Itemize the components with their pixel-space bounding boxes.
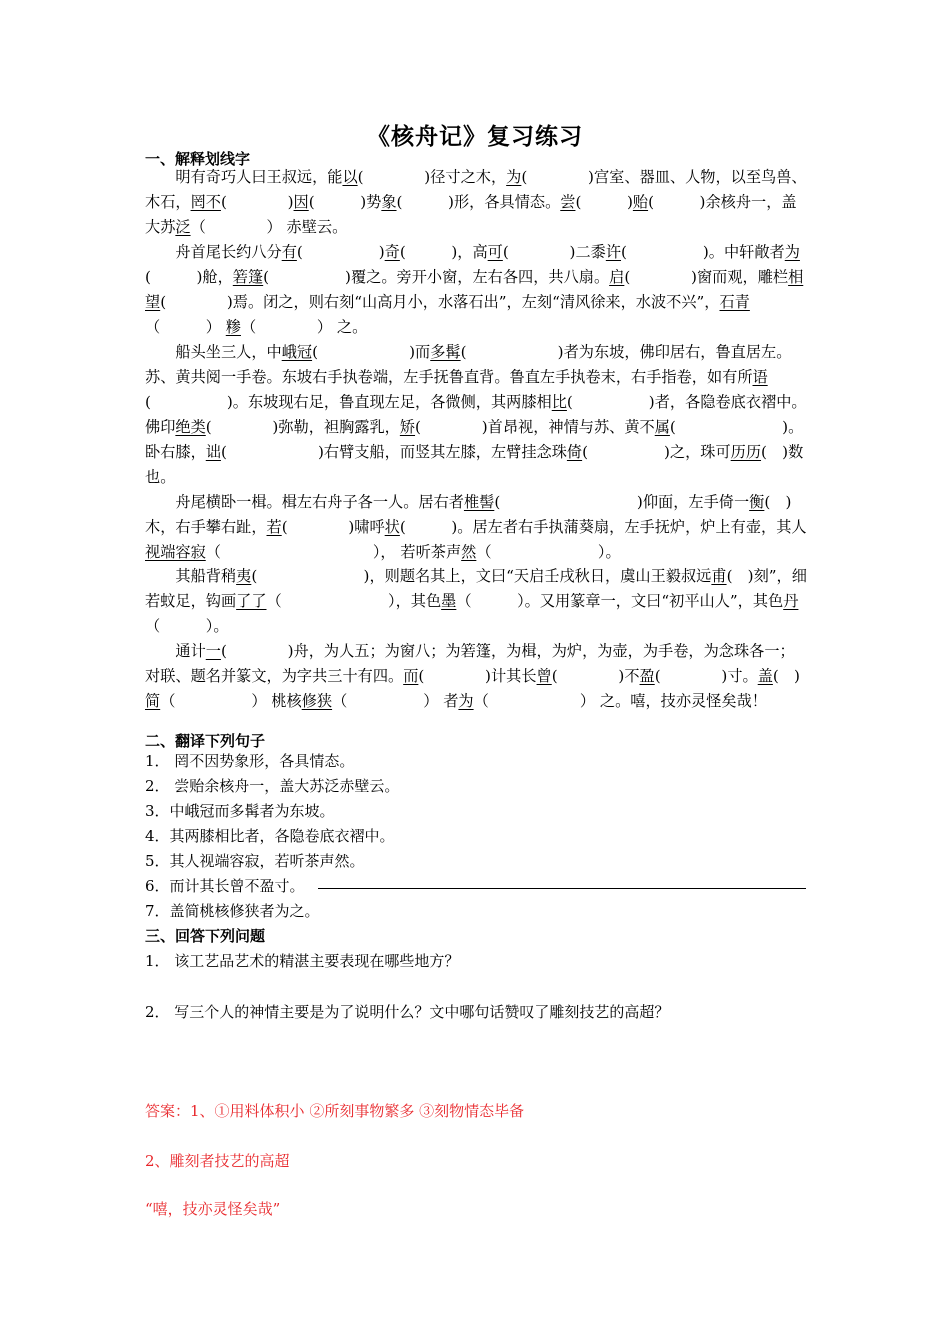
passage-text: ( )二黍 — [502, 243, 606, 261]
underlined-word: 衡 — [749, 493, 765, 511]
underlined-word: 丹 — [783, 592, 799, 610]
passage-paragraph-6 — [145, 639, 807, 714]
underlined-word: 矫 — [399, 418, 416, 436]
underlined-word: 了了 — [236, 592, 267, 610]
passage-text: ( ) — [772, 667, 800, 685]
passage-text: ( ) — [296, 243, 385, 261]
underlined-word: 奇 — [384, 243, 400, 261]
translation-item: 5．其人视端容寂，若听茶声然。 — [145, 852, 365, 870]
passage-text: ( )势 — [308, 193, 382, 211]
underlined-word: 为 — [458, 692, 474, 710]
passage-text: ( )者，各隐卷底衣褶中。佛印 — [145, 393, 807, 436]
passage-text: ( )木，右手攀右趾， — [145, 493, 792, 536]
underlined-word: 属 — [654, 418, 670, 436]
underlined-word: 为 — [784, 243, 800, 261]
underlined-word: 而 — [403, 667, 419, 685]
underlined-word: 若 — [266, 518, 282, 536]
passage-text: ( ) — [575, 193, 633, 211]
passage-text: （ ） — [145, 318, 226, 336]
passage-text: ( )。中轩敞者 — [621, 243, 785, 261]
passage-text: ( )覆之。旁开小窗，左右各四，共八扇。 — [263, 268, 610, 286]
question-item: 1． 该工艺品艺术的精湛主要表现在哪些地方？ — [145, 952, 460, 970]
translation-item: 3．中峨冠而多髯者为东坡。 — [145, 802, 335, 820]
underlined-word: 可 — [487, 243, 503, 261]
underlined-word: 有 — [281, 243, 297, 261]
translation-item: 2． 尝贻余核舟一，盖大苏泛赤壁云。 — [145, 777, 400, 795]
underlined-word: 历历 — [730, 443, 762, 461]
passage-text: ( )窗而观，雕栏 — [624, 268, 789, 286]
underlined-word: 因 — [293, 193, 309, 211]
translation-item: 4．其两膝相比者，各隐卷底衣褶中。 — [145, 827, 395, 845]
underlined-word: 盖 — [757, 667, 773, 685]
passage-text: ( )宫室、器皿、人物，以至鸟兽、木石， — [145, 168, 807, 211]
underlined-word: 峨冠 — [281, 343, 313, 361]
passage-text: ( )首昂视，神情与苏、黄不 — [415, 418, 655, 436]
section3-heading: 三、回答下列问题 — [145, 927, 266, 945]
underlined-word: 糁 — [225, 318, 241, 336]
underlined-word: 象 — [381, 193, 397, 211]
underlined-word: 贻 — [632, 193, 649, 211]
underlined-word: 绝类 — [175, 418, 206, 436]
underlined-word: 石青 — [719, 293, 750, 311]
passage-text: ( )余核舟一，盖大苏 — [145, 193, 797, 236]
passage-text: （ ）， 若听茶声 — [205, 543, 462, 561]
passage-text: ( )舱， — [145, 268, 233, 286]
answer-line: 2、雕刻者技艺的高超 — [145, 1152, 290, 1170]
translation-item: 1． 罔不因势象形，各具情态。 — [145, 752, 355, 770]
passage-text: ( )。居左者右手执蒲葵扇，左手抚炉，炉上有壶，其人 — [399, 518, 807, 536]
passage-text: ( )右臂支船，而竖其左膝，左臂挂念珠 — [220, 443, 567, 461]
passage-text: ( )径寸之木， — [357, 168, 507, 186]
passage-text: ( )，则题名其上，文曰“天启壬戌秋日，虞山王毅叔远 — [251, 567, 712, 585]
passage-text: 通计 — [145, 642, 206, 660]
underlined-word: 状 — [384, 518, 400, 536]
passage-text: （ ）。 — [145, 617, 229, 635]
underlined-word: 相望 — [145, 268, 804, 311]
underlined-word: 倚 — [566, 443, 583, 461]
passage-text: ( )寸。 — [654, 667, 758, 685]
underlined-word: 泛 — [175, 218, 191, 236]
underlined-word: 为 — [506, 168, 522, 186]
passage-text: ( )刻”，细若蚊足，钩画 — [145, 567, 807, 610]
underlined-word: 修狭 — [301, 692, 333, 710]
passage-text: ( )，高 — [399, 243, 488, 261]
underlined-word: 然 — [461, 543, 477, 561]
passage-paragraph-2 — [145, 240, 807, 340]
passage-paragraph-1 — [145, 165, 807, 240]
underlined-word: 椎髻 — [463, 493, 495, 511]
answer-line: “嘻，技亦灵怪矣哉” — [145, 1200, 281, 1218]
page-title: 《核舟记》复习练习 — [367, 123, 583, 150]
passage-text: ( )计其长 — [418, 667, 537, 685]
section2-heading: 二、翻译下列句子 — [145, 732, 266, 750]
passage-text: （ ），其色 — [266, 592, 442, 610]
passage-text: ( )数也。 — [145, 443, 804, 486]
passage-text: 明有奇巧人曰王叔远，能 — [145, 168, 343, 186]
passage-text: ( )焉。闭之，则右刻“山高月小，水落石出”，左刻“清风徐来，水波不兴”， — [160, 293, 720, 311]
passage-text: （ ）。又用篆章一，文曰“初平山人”，其色 — [456, 592, 784, 610]
passage-text: （ ） 者 — [332, 692, 459, 710]
passage-text: ( )之，珠可 — [582, 443, 731, 461]
passage-text: 其船背稍 — [145, 567, 237, 585]
passage-text: （ ） 之。 — [240, 318, 368, 336]
passage-text: 舟首尾长约八分 — [145, 243, 282, 261]
underlined-word: 多髯 — [430, 343, 461, 361]
passage-paragraph-4 — [145, 490, 807, 565]
passage-text: ( )舟，为人五；为窗八；为箬篷，为楫，为炉，为壶，为手卷，为念珠各一；对联、题名并篆文，为字共三十有四。 — [145, 642, 795, 685]
question-item: 2． 写三个人的神情主要是为了说明什么？文中哪句话赞叹了雕刻技艺的高超？ — [145, 1003, 670, 1021]
underlined-word: 曾 — [536, 667, 552, 685]
answer-blank-line — [318, 888, 806, 889]
passage-paragraph-3 — [145, 340, 807, 490]
underlined-word: 尝 — [560, 193, 576, 211]
underlined-word: 一 — [205, 642, 221, 660]
passage-text: 舟尾横卧一楫。楫左右舟子各一人。居右者 — [145, 493, 464, 511]
passage-text: ( )仰面，左手倚一 — [494, 493, 750, 511]
passage-text: ( )不 — [551, 667, 640, 685]
underlined-word: 夷 — [236, 567, 252, 585]
passage-text: ( )。东坡现右足，鲁直现左足，各微侧，其两膝相 — [145, 393, 552, 411]
passage-text: ( ) — [220, 193, 294, 211]
passage-text: ( )弥勒，袒胸露乳， — [205, 418, 400, 436]
translation-item: 7．盖简桃核修狭者为之。 — [145, 902, 320, 920]
underlined-word: 甫 — [711, 567, 727, 585]
underlined-word: 墨 — [441, 592, 457, 610]
underlined-word: 箬篷 — [232, 268, 264, 286]
passage-paragraph-5 — [145, 564, 807, 639]
underlined-word: 盈 — [639, 667, 655, 685]
passage-text: ( )啸呼 — [281, 518, 385, 536]
underlined-word: 视端容寂 — [145, 543, 206, 561]
passage-text: 船头坐三人，中 — [145, 343, 282, 361]
passage-text: （ ） 之。嘻，技亦灵怪矣哉！ — [473, 692, 767, 710]
underlined-word: 启 — [609, 268, 625, 286]
underlined-word: 以 — [342, 168, 358, 186]
translation-item: 6．而计其长曾不盈寸。 — [145, 877, 305, 895]
underlined-word: 诎 — [205, 443, 221, 461]
passage-text: ( )而 — [312, 343, 431, 361]
passage-text: （ ）。 — [476, 543, 621, 561]
section1-heading: 一、解释划线字 — [145, 150, 251, 168]
passage-text: （ ） 桃核 — [160, 692, 302, 710]
answer-line: 答案：1、①用料体积小 ②所刻事物繁多 ③刻物情态毕备 — [145, 1102, 525, 1120]
underlined-word: 比 — [551, 393, 567, 411]
underlined-word: 许 — [605, 243, 622, 261]
passage-text: （ ） 赤壁云。 — [190, 218, 348, 236]
underlined-word: 语 — [752, 368, 768, 386]
underlined-word: 简 — [145, 692, 161, 710]
passage-text: ( )者为东坡，佛印居右，鲁直居左。苏、黄共阅一手卷。东坡右手执卷端，左手抚鲁直背。鲁直左手执卷末，右手指卷，如有所 — [145, 343, 792, 386]
passage-text: ( )形，各具情态。 — [396, 193, 561, 211]
underlined-word: 罔不 — [190, 193, 221, 211]
passage-text: ( )。卧右膝， — [145, 418, 804, 461]
